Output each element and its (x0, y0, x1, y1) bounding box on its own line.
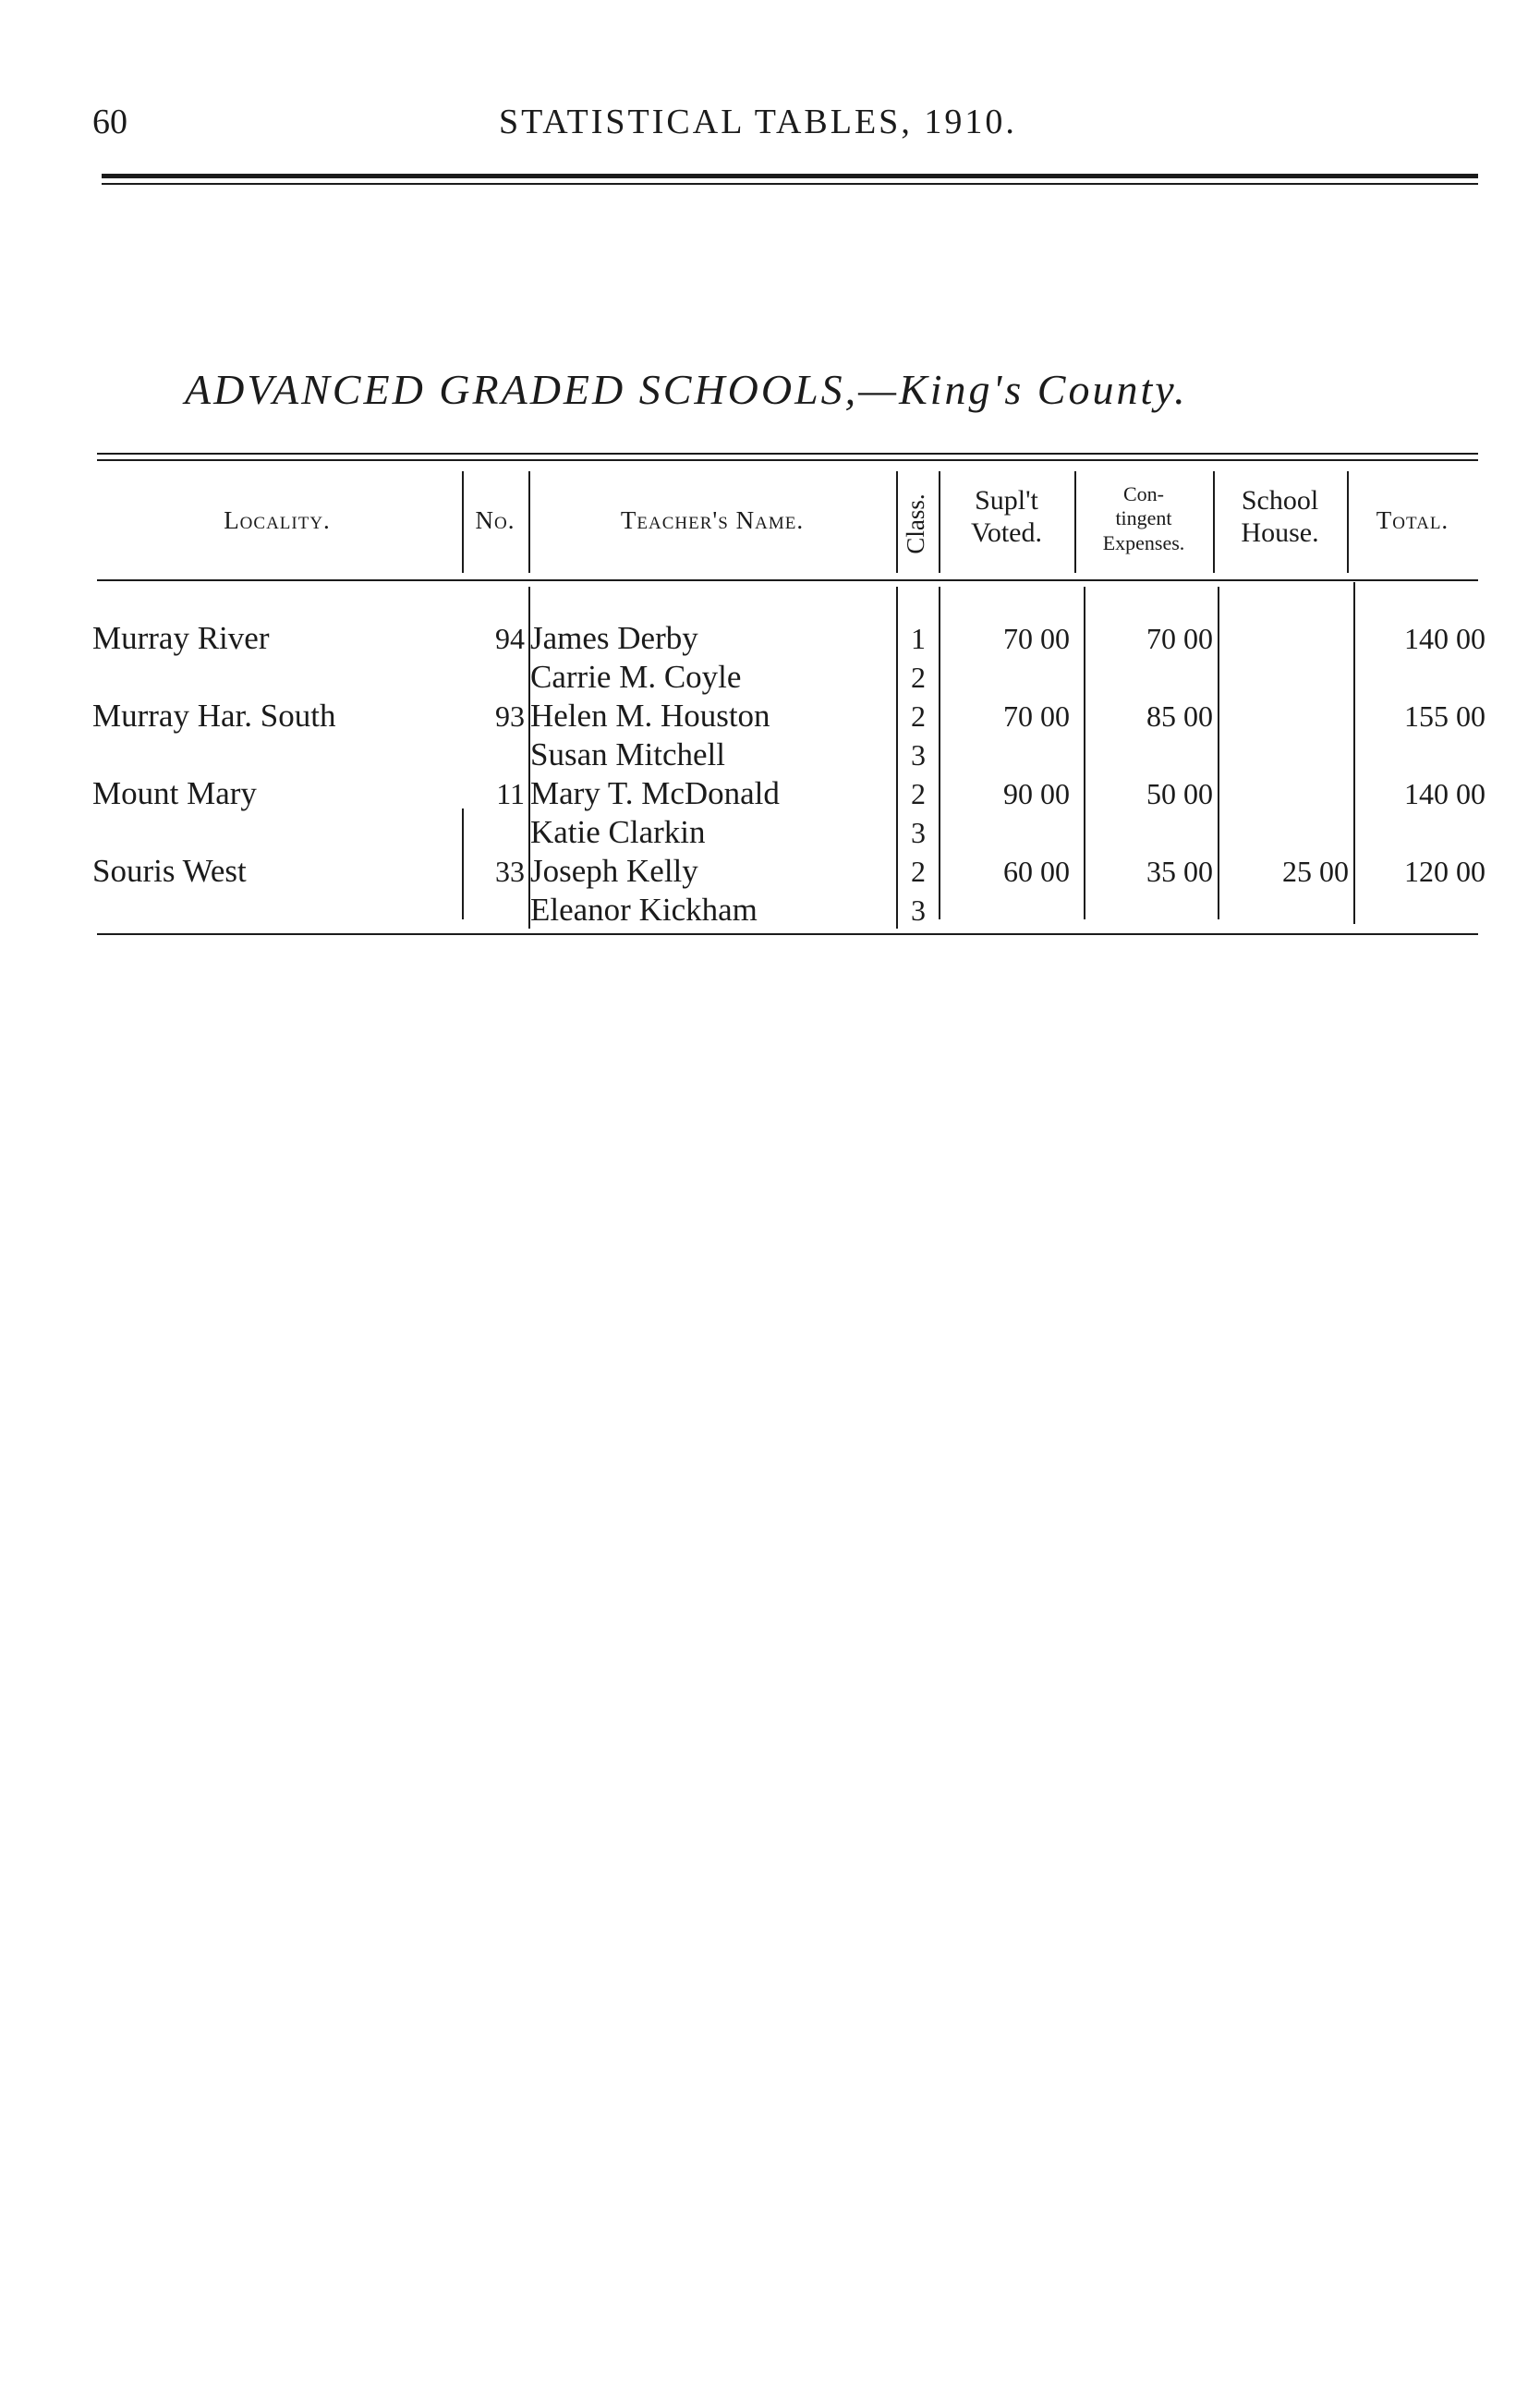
cell-total: 120 00 (1404, 855, 1485, 888)
header-rule-thin (102, 183, 1478, 185)
table-top-rule (97, 453, 1478, 455)
running-title: STATISTICAL TABLES, 1910. (499, 103, 1017, 141)
cell-locality: Mount Mary (92, 775, 257, 811)
cell-no: 93 (495, 699, 525, 733)
cell-teacher: Carrie M. Coyle (530, 659, 742, 695)
table-bottom-rule (97, 933, 1478, 935)
col-header-total: Total. (1376, 506, 1449, 534)
cell-class: 2 (911, 855, 926, 888)
table-top-rule-second (97, 459, 1478, 461)
header-bottom-rule (97, 579, 1478, 581)
col-header-locality: Locality. (224, 506, 331, 534)
cell-school-house: 25 00 (1282, 855, 1349, 888)
cell-class: 2 (911, 777, 926, 810)
cell-teacher: James Derby (530, 620, 698, 656)
col-header-contingent-expenses (1074, 482, 1213, 555)
cell-locality: Murray Har. South (92, 698, 336, 734)
cell-suplt: 70 00 (1003, 699, 1070, 733)
body-divider (939, 587, 940, 919)
col-header-contingent-line3: Expenses. (1102, 530, 1185, 554)
cell-contingent: 35 00 (1146, 855, 1213, 888)
cell-contingent: 50 00 (1146, 777, 1213, 810)
cell-class: 3 (911, 816, 926, 849)
cell-no: 11 (496, 777, 525, 810)
cell-teacher: Mary T. McDonald (530, 775, 780, 811)
col-header-suplt-voted (939, 485, 1074, 549)
cell-locality: Murray River (92, 620, 270, 656)
col-header-suplt-line2: Voted. (971, 517, 1042, 548)
cell-class: 3 (911, 894, 926, 927)
col-header-contingent-line1: Con- (1123, 482, 1164, 505)
cell-class: 3 (911, 738, 926, 772)
cell-teacher: Katie Clarkin (530, 814, 706, 850)
cell-no: 94 (495, 622, 525, 655)
cell-teacher: Helen M. Houston (530, 698, 770, 734)
table-title: ADVANCED GRADED SCHOOLS,—King's County. (185, 366, 1188, 413)
col-header-school-house (1213, 485, 1347, 549)
header-rule-thick (102, 174, 1478, 178)
body-divider (1353, 582, 1355, 924)
col-header-contingent-line2: tingent (1115, 506, 1172, 530)
col-header-no: No. (475, 506, 515, 534)
col-header-class: Class. (902, 493, 929, 554)
col-header-suplt-line1: Supl't (975, 485, 1038, 516)
cell-suplt: 90 00 (1003, 777, 1070, 810)
cell-teacher: Eleanor Kickham (530, 892, 758, 928)
cell-total: 140 00 (1404, 777, 1485, 810)
cell-locality: Souris West (92, 853, 247, 889)
col-header-school-line1: School (1241, 485, 1319, 516)
page-header (92, 102, 1478, 157)
cell-suplt: 60 00 (1003, 855, 1070, 888)
cell-contingent: 70 00 (1146, 622, 1213, 655)
col-header-school-line2: House. (1241, 517, 1319, 548)
hdr-divider (896, 471, 898, 573)
cell-total: 155 00 (1404, 699, 1485, 733)
cell-contingent: 85 00 (1146, 699, 1213, 733)
cell-teacher: Susan Mitchell (530, 736, 725, 772)
page-number: 60 (92, 103, 127, 141)
cell-teacher: Joseph Kelly (530, 853, 698, 889)
cell-total: 140 00 (1404, 622, 1485, 655)
cell-suplt: 70 00 (1003, 622, 1070, 655)
cell-class: 2 (911, 699, 926, 733)
cell-class: 1 (911, 622, 926, 655)
cell-no: 33 (495, 855, 525, 888)
cell-class: 2 (911, 661, 926, 694)
col-header-teacher: Teacher's Name. (620, 506, 805, 534)
